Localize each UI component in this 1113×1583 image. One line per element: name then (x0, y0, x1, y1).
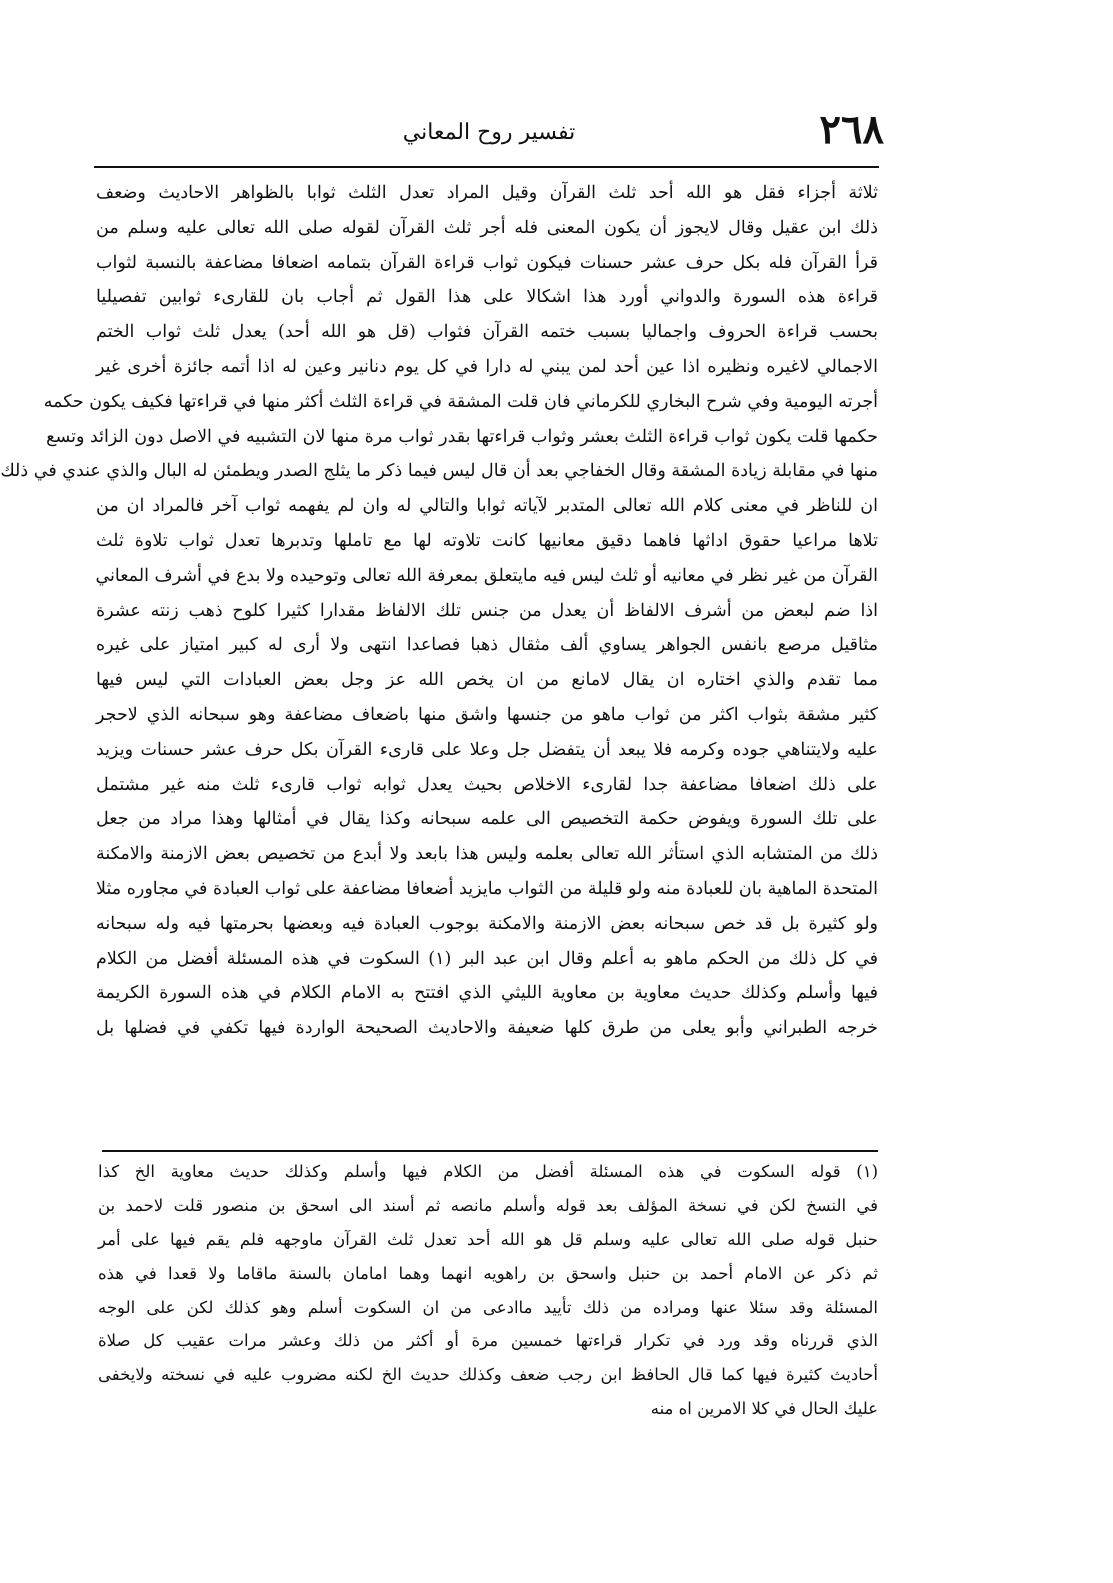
body-text-line: ذلك ابن عقيل وقال لايجوز أن يكون المعنى فله أجر ثلث القرآن لقوله صلى الله تعالى عليه وسلم من (96, 217, 878, 238)
footnote-line: ثم ذكر عن الامام أحمد بن حنبل واسحق بن راهويه انهما وهما امامان بالسنة ماقاما ولا قعدا في هذه (98, 1263, 878, 1283)
running-title: تفسير روح المعاني (402, 120, 576, 145)
body-text-line: فيها وأسلم وكذلك حديث معاوية بن معاوية الليثي الذي افتتح به الامام الكلام في هذه السورة الكريمة (96, 983, 878, 1004)
body-text-line: الاجمالي لاغيره ونظيره اذا عين أحد لمن يبني له دارا في كل يوم دنانير وعين له اذا أتمه جائزة أخرى غير (96, 356, 878, 377)
body-text-line: ذلك من المتشابه الذي استأثر الله تعالى بعلمه وليس هذا بابعد ولا أبدع من تخصيص بعض الازمنة والامكنة (96, 844, 878, 865)
footnote-line: عليك الحال في كلا الامرين اه منه (650, 1399, 878, 1419)
body-text-line: مما تقدم والذي اختاره ان يقال لامانع من ان يخص الله عز وجل بعض العبادات التي ليس فيها (96, 670, 878, 691)
footnote-line: أحاديث كثيرة فيها كما قال الحافظ ابن رجب ضعف وكذلك حديث الخ لكنه مضروب عليه في نسخته ولايخفى (98, 1365, 878, 1385)
footnote-line: الذي قررناه وقد ورد في تكرار قراءتها خمسين مرة أو أكثر من ذلك وعشر مرات عقيب كل صلاة (98, 1331, 878, 1351)
body-text-line: قراءة هذه السورة والدواني أورد هذا اشكالا على هذا القول ثم أجاب بان للقارىء ثوابين تفصيليا (96, 287, 878, 308)
body-text-line: بحسب قراءة الحروف واجماليا بسبب ختمه القرآن فثواب (قل هو الله أحد) يعدل ثلث ثواب الختم (96, 322, 878, 343)
body-text-line: مثاقيل مرصع بانفس الجواهر يساوي ألف مثقال ذهبا فصاعدا انتهى ولا أرى له كبير امتياز على غيره (96, 635, 878, 656)
body-text-line: حكمها قلت يكون ثواب قراءة الثلث بعشر وثواب قراءتها بقدر ثواب مرة منها لان التشبيه في الاصل دون الزائد وتسع (46, 426, 878, 447)
footnote-line: (١) قوله السكوت في هذه المسئلة أفضل من الكلام فيها وأسلم وكذلك حديث معاوية الخ كذا (98, 1162, 878, 1181)
body-text-line: ان للناظر في معنى كلام الله تعالى المتدبر لآياته ثوابا والتالي له وان لم يفهمه ثواب آخر فالمراد ان من (96, 496, 878, 517)
body-text-line: في كل ذلك من الحكم ماهو به أعلم وقال ابن عبد البر (١) السكوت في هذه المسئلة أفضل من الكلام (96, 948, 878, 969)
body-text-line: عليه ولايتناهي جوده وكرمه فلا يبعد أن يتفضل جل وعلا على قارىء القرآن بكل حرف عشر حسنات ويزيد (96, 739, 878, 760)
body-text-line: تلاها مراعيا حقوق اداثها فاهما دقيق معانيها كانت تلاوته لها مع تاملها وتدبرها تعدل ثواب تلاوة ثلث (96, 530, 878, 551)
main-text (0, 176, 879, 1046)
page-number: ٢٦٨ (819, 106, 884, 153)
footnote-line: المسئلة وقد سئلا عنها ومراده من ذلك تأييد ماادعى من ان السكوت أسلم وهو كذلك لكن على الوجه (98, 1297, 878, 1317)
body-text-line: على ذلك اضعافا مضاعفة جدا لقارىء الاخلاص بحيث يعدل ثوابه ثواب قارىء ثلث منه غير مشتمل (96, 774, 878, 795)
body-text-line: ولو كثيرة بل قد خص سبحانه بعض الازمنة والامكنة بوجوب العبادة فيه وبعضها بحرمتها فيه وله سبحانه (96, 913, 878, 934)
body-text-line: على تلك السورة ويفوض حكمة التخصيص الى علمه سبحانه وكذا يقال في أمثالها وهذا مراد من جعل (96, 809, 878, 830)
body-text-line: كثير مشقة بثواب اكثر من ثواب ماهو من جنسها واشق منها باضعاف مضاعفة وهو سبحانه الذي لاحجر (96, 704, 878, 725)
page-header (94, 108, 884, 158)
footnotes (98, 1155, 878, 1426)
body-text-line: قرأ القرآن فله بكل حرف عشر حسنات فيكون ثواب قراءة القرآن بتمامه اضعافا مضاعفة بالنسبة لثواب (96, 252, 878, 273)
body-text-line: منها في مقابلة زيادة المشقة وقال الخفاجي بعد أن قال ليس فيما ذكر ما يثلج الصدر ويطمئن له البال والذي عندي في ذلك (0, 461, 878, 482)
footnote-line: حنبل قوله صلى الله تعالى عليه وسلم قل هو الله أحد تعدل ثلث القرآن ماوجهه فلم يقم فيها على أمر (98, 1229, 878, 1249)
body-text-line: المتحدة الماهية بان للعبادة منه ولو قليلة من الثواب مايزيد أضعافا مضاعفة على ثواب العبادة في مجاوره مثلا (96, 878, 878, 899)
footnote-rule (102, 1150, 878, 1152)
body-text-line: خرجه الطبراني وأبو يعلى من طرق كلها ضعيفة والاحاديث الصحيحة الواردة فيها تكفي في فضلها بل (96, 1018, 878, 1039)
body-text-line: ثلاثة أجزاء فقل هو الله أحد ثلث القرآن وقيل المراد تعدل الثلث ثوابا بالظواهر الاحاديث وضعف (96, 183, 879, 203)
footnote-line: في النسخ لكن في نسخة المؤلف بعد قوله وأسلم مانصه ثم أسند الى اسحق بن منصور قلت لاحمد بن (98, 1195, 878, 1215)
body-text-line: اذا ضم لبعض من أشرف الالفاظ أن يعدل من جنس تلك الالفاظ مقدارا كثيرا كلوح ذهب زنته عشرة (96, 600, 878, 621)
body-text-line: أجرته اليومية وفي شرح البخاري للكرماني فان قلت المشقة في قراءة الثلث أكثر منها في قراءتها فكيف يكون حكمه (43, 391, 878, 412)
header-rule (94, 166, 879, 168)
body-text-line: القرآن من غير نظر في معانيه أو ثلث ليس فيه مايتعلق بمعرفة الله تعالى وتوحيده ولا بدع في أشرف المعاني (95, 565, 878, 586)
